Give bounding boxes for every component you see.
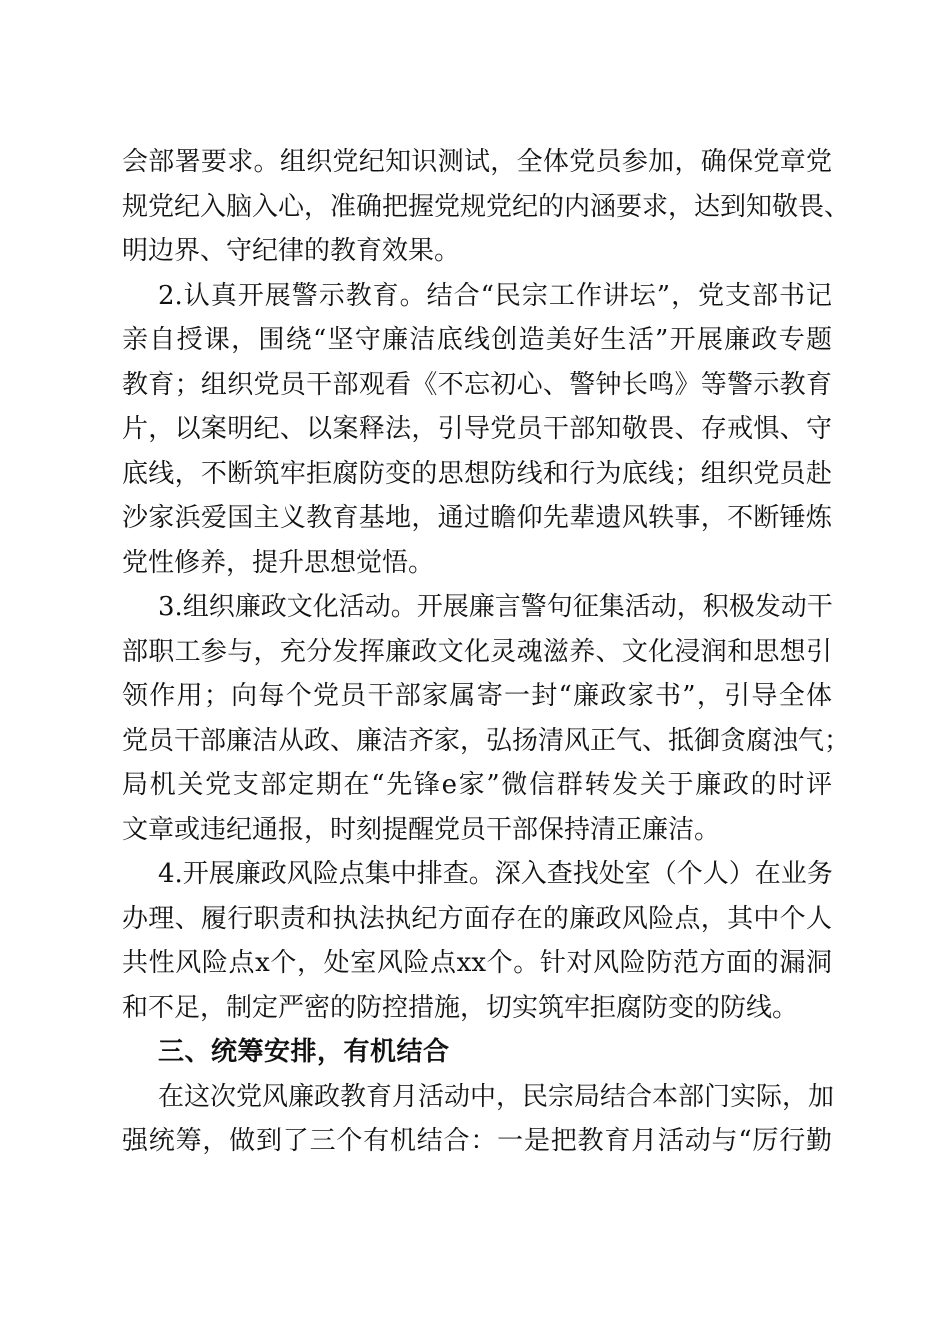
- paragraph-start-line: 4.开展廉政风险点集中排查。深入查找处室（个人）在业务: [158, 859, 833, 889]
- text-line: 沙家浜爱国主义教育基地，通过瞻仰先辈遗风轶事，不断锤炼: [122, 503, 832, 533]
- section-heading: 三、统筹安排，有机结合: [158, 1037, 450, 1067]
- paragraph-start-line: 2.认真开展警示教育。结合“民宗工作讲坛”，党支部书记: [158, 280, 832, 311]
- text-line: 亲自授课，围绕“坚守廉洁底线创造美好生活”开展廉政专题: [122, 325, 832, 355]
- text-line: 会部署要求。组织党纪知识测试，全体党员参加，确保党章党: [122, 147, 832, 177]
- text-line: 共性风险点x个，处室风险点xx个。针对风险防范方面的漏洞: [122, 948, 832, 978]
- text-line: 教育；组织党员干部观看《不忘初心、警钟长鸣》等警示教育: [122, 369, 832, 400]
- text-line: 强统筹，做到了三个有机结合：一是把教育月活动与“厉行勤: [122, 1126, 832, 1156]
- text-line: 党员干部廉洁从政、廉洁齐家，弘扬清风正气、抵御贪腐浊气；: [122, 725, 851, 756]
- paragraph-start-line: 3.组织廉政文化活动。开展廉言警句征集活动，积极发动干: [158, 592, 833, 622]
- text-line: 部职工参与，充分发挥廉政文化灵魂滋养、文化浸润和思想引: [122, 636, 832, 667]
- text-line: 局机关党支部定期在“先锋e家”微信群转发关于廉政的时评: [122, 770, 832, 800]
- text-line: 片，以案明纪、以案释法，引导党员干部知敬畏、存戒惧、守: [122, 414, 832, 444]
- paragraph-start-line: 在这次党风廉政教育月活动中，民宗局结合本部门实际，加: [158, 1081, 835, 1112]
- text-line: 明边界、守纪律的教育效果。: [122, 236, 461, 266]
- text-line: 领作用；向每个党员干部家属寄一封“廉政家书”，引导全体: [122, 681, 832, 711]
- text-line: 和不足，制定严密的防控措施，切实筑牢拒腐防变的防线。: [122, 992, 799, 1023]
- text-line: 文章或违纪通报，时刻提醒党员干部保持清正廉洁。: [122, 814, 721, 845]
- text-line: 办理、履行职责和执法执纪方面存在的廉政风险点，其中个人: [122, 903, 832, 934]
- text-line: 党性修养，提升思想觉悟。: [122, 547, 435, 578]
- text-line: 底线，不断筑牢拒腐防变的思想防线和行为底线；组织党员赴: [122, 458, 832, 489]
- text-line: 规党纪入脑入心，准确把握党规党纪的内涵要求，达到知敬畏、: [122, 191, 851, 222]
